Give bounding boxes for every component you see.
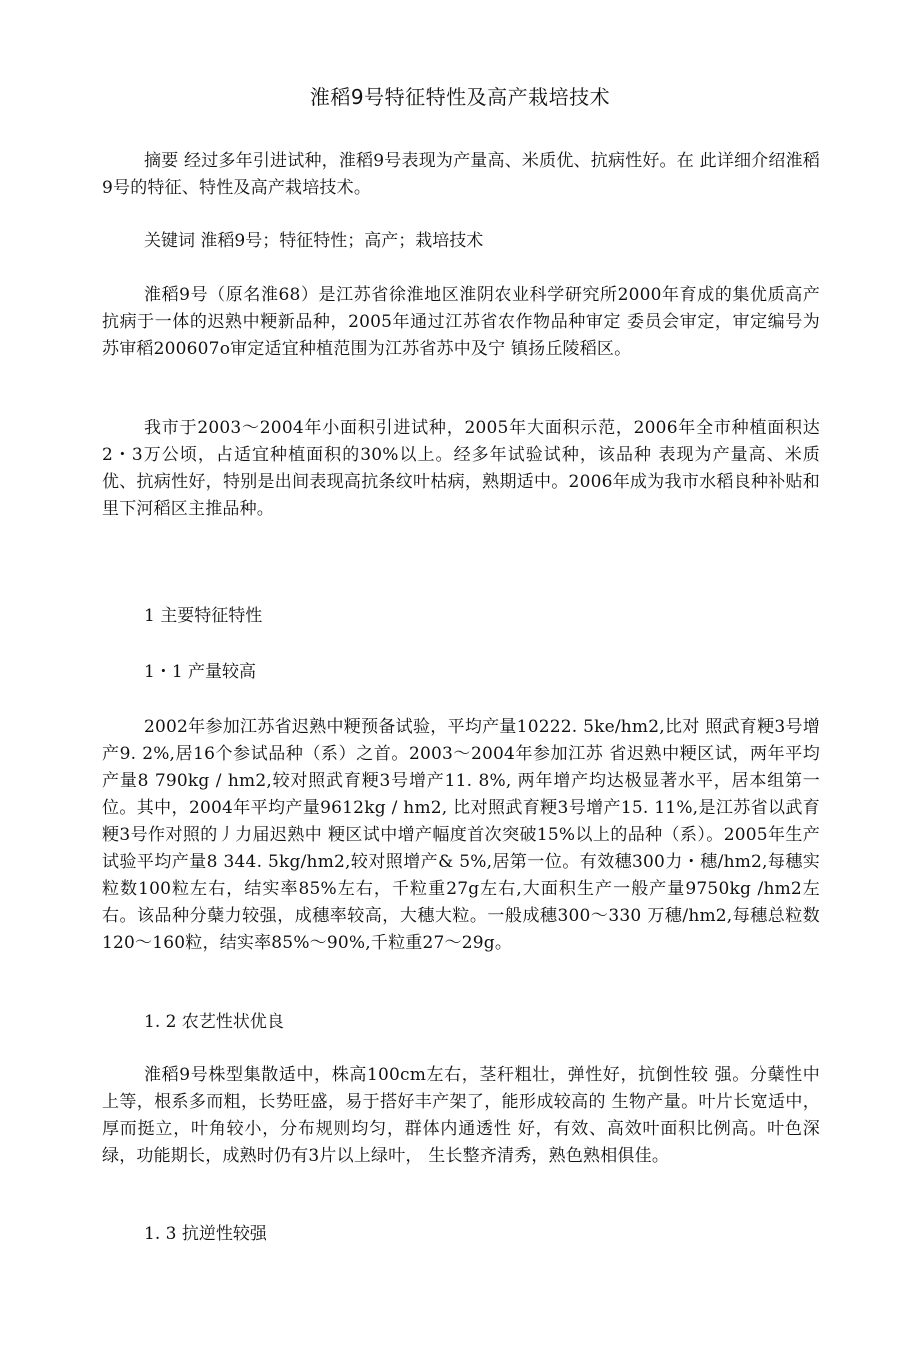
section-heading-1-1: 1・1 产量较高 (144, 662, 257, 682)
section-heading-1: 1 主要特征特性 (144, 606, 263, 626)
intro-paragraph-1: 淮稻9号（原名淮68）是江苏省徐淮地区淮阴农业科学研究所2000年育成的集优质高产抗病于一体的迟熟中粳新品种，2005年通过江苏省农作物品种审定 委员会审定，审定编号为苏审稻200607o审定适宜种植范围为江苏省苏中及宁 镇扬丘陵稻区。 (102, 285, 820, 359)
abstract-paragraph: 摘要 经过多年引进试种，淮稻9号表现为产量高、米质优、抗病性好。在 此详细介绍淮稻9号的特征、特性及高产栽培技术。 (102, 151, 820, 198)
document-title: 淮稻9号特征特性及高产栽培技术 (309, 85, 611, 109)
keywords-line: 关键词 淮稻9号；特征特性；高产；栽培技术 (144, 231, 484, 251)
section-heading-1-2: 1. 2 农艺性状优良 (144, 1012, 284, 1032)
agronomic-paragraph: 淮稻9号株型集散适中，株高100cm左右，茎秆粗壮，弹性好，抗倒性较 强。分蘖性中上等，根系多而粗，长势旺盛，易于搭好丰产架了，能形成较高的 生物产量。叶片长宽适中，厚而挺立，叶角较小，分布规则均匀，群体内通透性 好，有效、高效叶面积比例高。叶色深绿，功能期长，成熟时仍有3片以上绿叶， 生长整齐清秀，熟色熟相俱佳。 (102, 1065, 820, 1166)
section-heading-1-3: 1. 3 抗逆性较强 (144, 1224, 267, 1244)
intro-paragraph-2: 我市于2003～2004年小面积引进试种，2005年大面积示范，2006年全市种植面积达2・3万公顷，占适宜种植面积的30%以上。经多年试验试种，该品种 表现为产量高、米质优、抗病性好，特别是出间表现高抗条纹叶枯病，熟期适中。2006年成为我市水稻良种补贴和里下河稻区主推品种。 (102, 418, 820, 519)
yield-paragraph: 2002年参加江苏省迟熟中粳预备试验，平均产量10222. 5ke/hm2,比对 照武育粳3号增产9. 2%,居16个参试品种（系）之首。2003～2004年参加江苏 省迟熟中粳区试，两年平均产量8 790kg / hm2,较对照武育粳3号增产11. 8%, 两年增产均达极显著水平，居本组第一位。其中，2004年平均产量9612kg / hm2, 比对照武育粳3号增产15. 11%,是江苏省以武育粳3号作对照的丿力届迟熟中 粳区试中增产幅度首次突破15%以上的品种（系）。2005年生产试验平均产量8 344. 5kg/hm2,较对照增产& 5%,居第一位。有效穗300力・穗/hm2,每穗实 粒数100粒左右，结实率85%左右，千粒重27g左右,大面积生产一般产量9750kg /hm2左右。该品种分蘖力较强，成穗率较高，大穗大粒。一般成穗300～330 万穗/hm2,每穗总粒数120～160粒，结实率85%～90%,千粒重27～29g。 (102, 717, 820, 953)
